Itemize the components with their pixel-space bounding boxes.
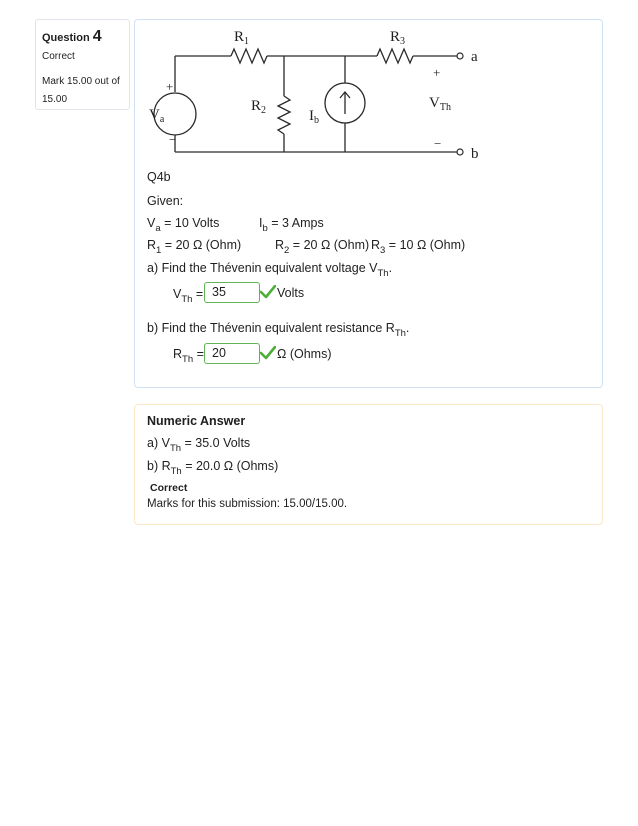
terminal-b-node [457,149,463,155]
label-terminal-a: a [471,49,478,65]
given-ib: $I_b = 3$ Amps [259,216,324,234]
label-r2: $R_2$ [251,98,267,116]
question-title: Q4b [147,170,171,184]
feedback-heading: Numeric Answer [147,414,246,428]
question-mark: Mark 15.00 out of 15.00 [42,76,120,105]
feedback-panel [134,404,603,525]
feedback-status: Correct [150,482,188,494]
question-info-panel [35,19,130,110]
rth-unit: Ω (Ohms) [277,347,332,361]
label-vth-plus: + [433,65,441,80]
vth-answer-label: $V_{Th}$ = [173,287,204,305]
correct-check-icon [260,346,276,360]
question-number-value: 4 [92,28,102,45]
given-r2: $R_2 = 20$ Ω (Ohm) [275,238,370,256]
vth-answer-input[interactable]: 35 [204,282,260,303]
resistor-r1-shape [231,49,267,63]
question-content [134,19,603,388]
circuit-diagram [139,24,489,164]
feedback-answer-a: a) $V_{Th} = 35.0$ Volts [147,436,251,454]
rth-answer-input[interactable]: 20 [204,343,260,364]
question-number [42,28,102,46]
part-b-prompt: b) Find the Thévenin equivalent resistance $R_{Th}$. [147,321,410,339]
given-label: Given: [147,194,184,208]
question-state: Correct [42,51,75,62]
resistor-r2-shape [278,96,290,134]
label-vth: $V_{Th}$ [429,95,451,113]
rth-answer-label: $R_{Th}$ = [173,347,204,365]
label-terminal-b: b [471,146,479,162]
label-r1: $R_1$ [234,29,250,47]
resistor-r3-shape [377,49,413,63]
vth-unit: Volts [277,286,305,300]
given-r1: $R_1 = 20$ Ω (Ohm) [147,238,242,256]
label-vth-minus: − [434,136,442,151]
label-ib: $I_b$ [309,108,319,126]
label-r3: $R_3$ [390,29,406,47]
label-va: $V_a$ [149,107,165,125]
given-va: $V_a = 10$ Volts [147,216,220,234]
terminal-a-node [457,53,463,59]
question-label: Question [42,32,90,44]
correct-check-icon [260,285,276,299]
feedback-marks: Marks for this submission: 15.00/15.00. [147,498,348,510]
feedback-answer-b: b) $R_{Th} = 20.0$ Ω (Ohms) [147,459,279,477]
given-r3: $R_3 = 10$ Ω (Ohm) [371,238,466,256]
label-va-plus: + [166,79,174,94]
label-va-minus: − [169,132,177,147]
part-a-prompt: a) Find the Thévenin equivalent voltage $V_{Th}$. [147,261,393,279]
